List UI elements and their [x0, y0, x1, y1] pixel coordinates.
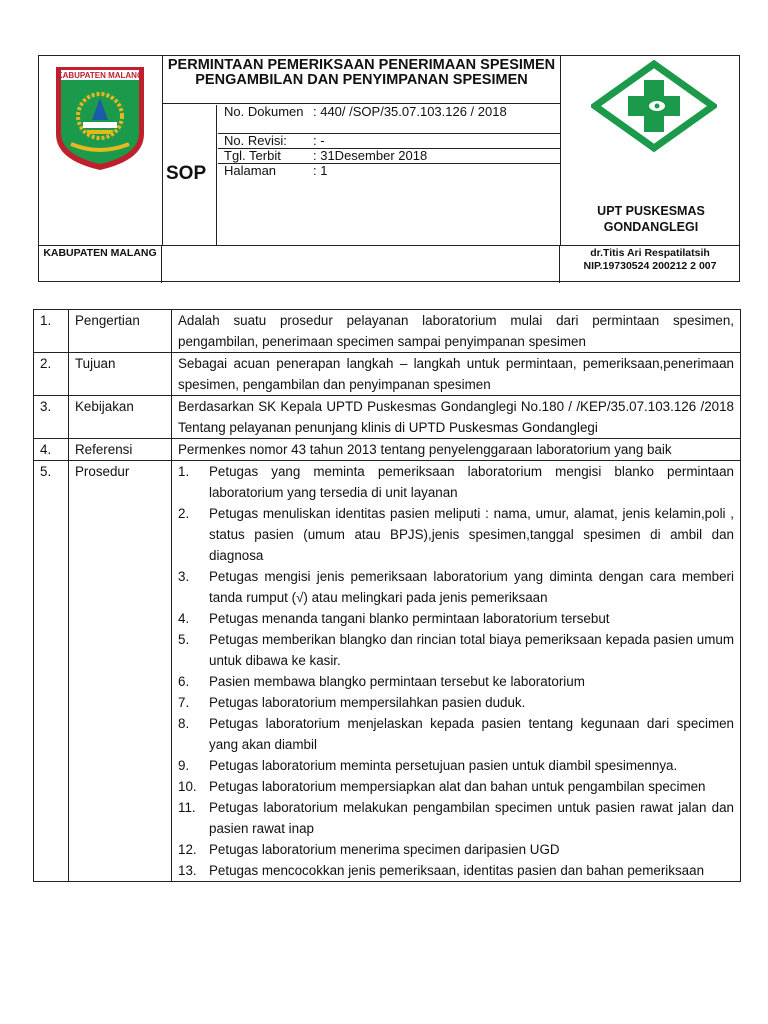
- step-text: Petugas laboratorium meminta persetujuan pasien untuk diambil spesimennya.: [209, 758, 678, 773]
- step-number: 3.: [178, 569, 190, 584]
- kabupaten-logo-cell: [39, 56, 163, 245]
- step-text: Petugas laboratorium menerima specimen daripasien UGD: [209, 842, 560, 857]
- step-text: Petugas mencocokkan jenis pemeriksaan, identitas pasien dan bahan pemeriksaan: [209, 863, 705, 878]
- list-item: [178, 566, 734, 608]
- row-number: 5.: [34, 461, 69, 882]
- step-number: 7.: [178, 695, 190, 710]
- row-label: Prosedur: [69, 461, 172, 882]
- row-label: Tujuan: [69, 353, 172, 396]
- puskesmas-cross-logo-icon: [591, 60, 717, 152]
- header-footer-row: [39, 245, 739, 283]
- row-label: Kebijakan: [69, 396, 172, 439]
- step-number: 8.: [178, 716, 190, 731]
- row-label: Referensi: [69, 439, 172, 461]
- list-item: [178, 860, 734, 881]
- row-number: 4.: [34, 439, 69, 461]
- list-item: [178, 692, 734, 713]
- list-item: [178, 608, 734, 629]
- step-number: 5.: [178, 632, 190, 647]
- doc-number-row: [218, 105, 560, 134]
- step-text: Petugas yang meminta pemeriksaan laboratorium mengisi blanko permintaan laboratorium yang tersedia di unit layanan: [209, 464, 734, 500]
- doc-number-value: : 440/ /SOP/35.07.103.126 / 2018: [313, 104, 507, 119]
- document-info: [218, 105, 560, 178]
- procedure-steps: [178, 461, 734, 881]
- step-number: 6.: [178, 674, 190, 689]
- step-text: Petugas laboratorium menjelaskan kepada pasien tentang kegunaan dari specimen yang akan diambil: [209, 716, 734, 752]
- list-item: [178, 671, 734, 692]
- list-item: [178, 776, 734, 797]
- step-number: 11.: [178, 800, 196, 815]
- revision-row: [218, 134, 560, 149]
- list-item: [178, 503, 734, 566]
- row-number: 3.: [34, 396, 69, 439]
- footer-kabupaten: KABUPATEN MALANG: [39, 246, 162, 283]
- revision-key: No. Revisi:: [224, 133, 287, 148]
- step-text: Petugas menanda tangani blanko permintaan laboratorium tersebut: [209, 611, 610, 626]
- row-number: 2.: [34, 353, 69, 396]
- issue-date-key: Tgl. Terbit: [224, 148, 281, 163]
- step-text: Petugas memberikan blangko dan rincian total biaya pemeriksaan kepada pasien umum untuk dibawa ke kasir.: [209, 632, 734, 668]
- step-text: Petugas laboratorium mempersiapkan alat dan bahan untuk pengambilan specimen: [209, 779, 706, 794]
- sop-label-cell: [163, 105, 217, 245]
- doc-number-key: No. Dokumen: [224, 104, 304, 119]
- page-key: Halaman: [224, 163, 277, 178]
- puskesmas-logo-cell: [560, 56, 741, 245]
- step-number: 10.: [178, 779, 197, 794]
- step-number: 4.: [178, 611, 190, 626]
- row-number: 1.: [34, 310, 69, 353]
- kabupaten-malang-logo-icon: [53, 64, 147, 172]
- row-text: Adalah suatu prosedur pelayanan laboratorium mulai dari permintaan spesimen, pengambilan, penerimaan specimen sampai penyimpanan spesimen: [172, 310, 741, 353]
- step-text: Petugas laboratorium melakukan pengambilan specimen untuk pasien rawat jalan dan pasien rawat inap: [209, 800, 734, 836]
- procedure-cell: [172, 461, 741, 882]
- row-label: Pengertian: [69, 310, 172, 353]
- upt-name: UPT PUSKESMAS GONDANGLEGI: [597, 204, 705, 234]
- list-item: [178, 755, 734, 776]
- table-row: [34, 439, 741, 461]
- document-title: PERMINTAAN PEMERIKSAAN PENERIMAAN SPESIMEN PENGAMBILAN DAN PENYIMPANAN SPESIMEN: [163, 56, 560, 104]
- step-text: Pasien membawa blangko permintaan tersebut ke laboratorium: [209, 674, 585, 689]
- step-text: Petugas laboratorium mempersilahkan pasien duduk.: [209, 695, 526, 710]
- footer-signatory: [561, 246, 739, 273]
- revision-value: : -: [313, 133, 325, 148]
- table-row: [34, 310, 741, 353]
- step-number: 13.: [178, 863, 197, 878]
- table-row: [34, 396, 741, 439]
- step-text: Petugas menuliskan identitas pasien meliputi : nama, umur, alamat, jenis kelamin,poli , status pasien (umum atau BPJS),jenis spesimen,tanggal spesimen di ambil dan diagnosa: [209, 506, 734, 563]
- signatory-nip: NIP.19730524 200212 2 007: [583, 260, 717, 272]
- page-row: [218, 164, 560, 178]
- sop-label: SOP: [166, 163, 207, 184]
- row-text: Permenkes nomor 43 tahun 2013 tentang penyelenggaraan laboratorium yang baik: [172, 439, 741, 461]
- list-item: [178, 461, 734, 503]
- row-text: Berdasarkan SK Kepala UPTD Puskesmas Gondanglegi No.180 / /KEP/35.07.103.126 /2018 Tentang pelayanan penunjang klinis di UPTD Puskesmas Gondanglegi: [172, 396, 741, 439]
- svg-text:KABUPATEN MALANG: KABUPATEN MALANG: [56, 71, 144, 80]
- table-row: [34, 461, 741, 882]
- list-item: [178, 839, 734, 860]
- step-number: 9.: [178, 758, 190, 773]
- list-item: [178, 629, 734, 671]
- step-number: 12.: [178, 842, 197, 857]
- page-value: : 1: [313, 163, 328, 178]
- issue-date-row: [218, 149, 560, 164]
- sop-content-table: [33, 309, 741, 882]
- sop-header: [38, 55, 740, 282]
- step-number: 1.: [178, 464, 190, 479]
- row-text: Sebagai acuan penerapan langkah – langkah untuk permintaan, pemeriksaan,penerimaan spesimen, pengambilan dan penyimpanan spesimen: [172, 353, 741, 396]
- table-row: [34, 353, 741, 396]
- list-item: [178, 797, 734, 839]
- footer-blank: [163, 246, 560, 283]
- list-item: [178, 713, 734, 755]
- step-text: Petugas mengisi jenis pemeriksaan laboratorium yang diminta dengan cara memberi tanda rumput (√) atau melingkari pada jenis pemeriksaan: [209, 569, 734, 605]
- signatory-name: dr.Titis Ari Respatilatsih: [590, 247, 710, 259]
- issue-date-value: : 31Desember 2018: [313, 148, 428, 163]
- step-number: 2.: [178, 506, 190, 521]
